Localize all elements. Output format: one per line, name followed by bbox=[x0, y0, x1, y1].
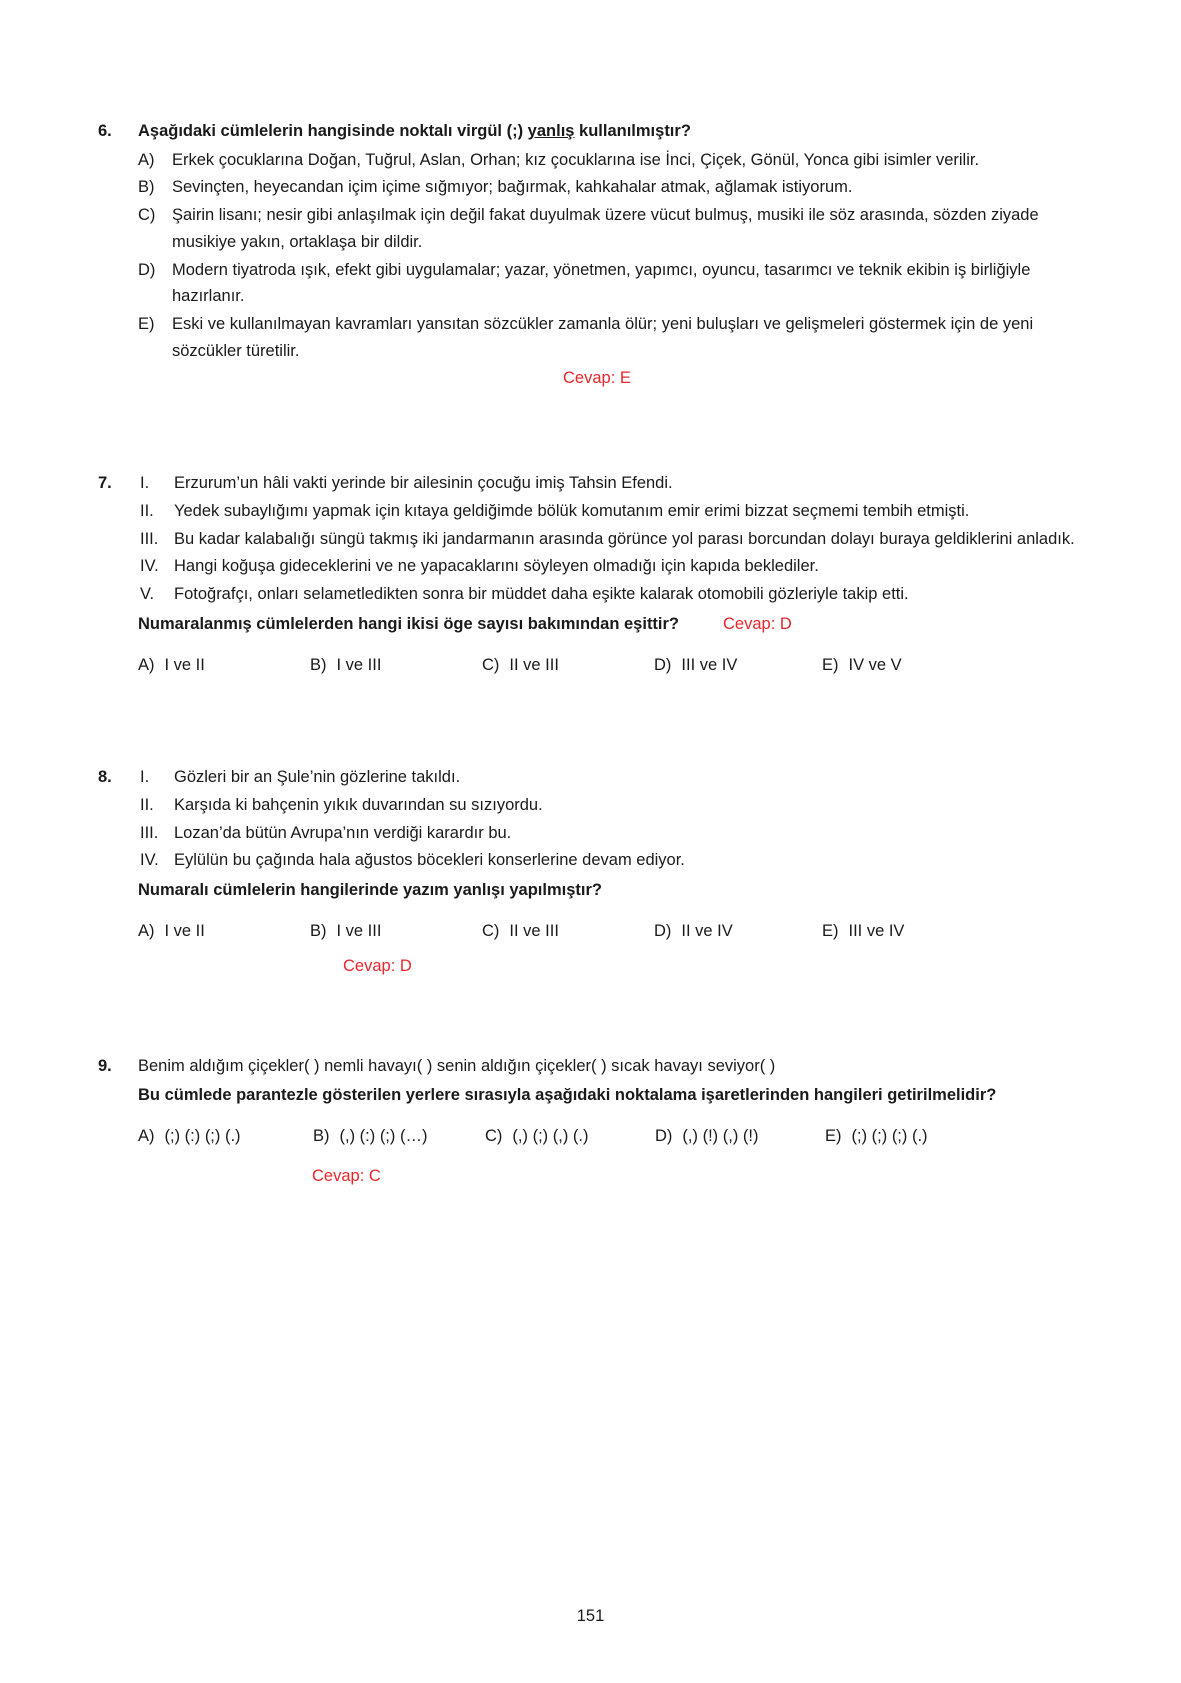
statement-label: IV. bbox=[140, 851, 159, 870]
question-6-number: 6. bbox=[98, 122, 112, 140]
choice-text: Şairin lisanı; nesir gibi anlaşılmak için değil fakat duyulmak üzere vücut bulmuş, musiki ile söz arasında, sözden ziyade musikiye yakın, ortaklaşa bir dildir. bbox=[172, 206, 1039, 251]
spacer bbox=[98, 979, 1081, 1053]
statement-iv bbox=[138, 553, 1081, 580]
question-6-choice-e[interactable] bbox=[138, 311, 1081, 364]
choice-letter: B) bbox=[310, 921, 327, 940]
statement-iv bbox=[138, 847, 1081, 874]
choice-text: Eski ve kullanılmayan kavramları yansıtan sözcükler zamanla ölür; yeni buluşları ve gelişmeleri göstermek için de yeni sözcükler türetilir. bbox=[172, 315, 1034, 360]
question-6-stem-underlined: yanlış bbox=[527, 122, 575, 140]
question-8-choice-a[interactable] bbox=[138, 918, 310, 945]
question-9-intro: Benim aldığım çiçekler( ) nemli havayı( ) senin aldığın çiçekler( ) sıcak havayı seviyor( ) bbox=[138, 1057, 776, 1076]
choice-text: II ve IV bbox=[681, 921, 733, 940]
statement-i bbox=[138, 764, 1081, 791]
question-7-header bbox=[98, 470, 1081, 609]
question-7-statements bbox=[138, 470, 1081, 608]
choice-text: IV ve V bbox=[848, 655, 902, 674]
statement-v bbox=[138, 581, 1081, 608]
choice-text: Modern tiyatroda ışık, efekt gibi uygulamalar; yazar, yönetmen, yapımcı, oyuncu, tasarımcı ve teknik ekibin iş birliğiyle hazırlanır. bbox=[172, 260, 1031, 306]
choice-letter: C) bbox=[482, 921, 500, 940]
question-8-choice-c[interactable] bbox=[482, 918, 654, 945]
question-8-statements bbox=[138, 764, 1081, 874]
statement-label: III. bbox=[140, 529, 159, 548]
statement-text: Bu kadar kalabalığı süngü takmış iki jandarmanın arasında görünce yol parası borcundan dolayı buraya geldiklerini anladık. bbox=[174, 529, 1075, 548]
choice-letter: B) bbox=[310, 655, 327, 674]
statement-label: I. bbox=[140, 474, 150, 493]
statement-i bbox=[138, 470, 1081, 497]
question-6-stem-post: kullanılmıştır? bbox=[574, 122, 691, 140]
question-6-choice-a[interactable] bbox=[138, 147, 1081, 174]
choice-text: (,) (!) (,) (!) bbox=[682, 1126, 759, 1145]
choice-letter: D) bbox=[654, 921, 672, 940]
choice-text: I ve II bbox=[164, 921, 205, 940]
statement-ii bbox=[138, 498, 1081, 525]
question-7-stem: Numaralanmış cümlelerden hangi ikisi öge sayısı bakımından eşittir? bbox=[138, 614, 680, 633]
question-8-answer: Cevap: D bbox=[343, 956, 412, 975]
question-8-choice-b[interactable] bbox=[310, 918, 482, 945]
choice-text: Sevinçten, heyecandan içim içime sığmıyor; bağırmak, kahkahalar atmak, ağlamak istiyorum. bbox=[172, 178, 853, 197]
question-6-choice-b[interactable] bbox=[138, 174, 1081, 201]
choice-text: (;) (:) (;) (.) bbox=[164, 1126, 241, 1145]
statement-text: Gözleri bir an Şule’nin gözlerine takıldı. bbox=[174, 768, 461, 787]
question-6-answer: Cevap: E bbox=[563, 369, 631, 388]
question-9-choice-b[interactable] bbox=[313, 1123, 485, 1150]
choice-text: Erkek çocuklarına Doğan, Tuğrul, Aslan, Orhan; kız çocuklarına ise İnci, Çiçek, Gönül, Yonca gibi isimler verilir. bbox=[172, 150, 980, 169]
choice-letter: D) bbox=[654, 655, 672, 674]
question-8-header bbox=[98, 764, 1081, 875]
question-8 bbox=[98, 764, 1081, 979]
choice-text: III ve IV bbox=[681, 655, 738, 674]
question-6-header bbox=[98, 118, 1081, 145]
choice-text: II ve III bbox=[509, 655, 559, 674]
question-6-choices bbox=[138, 147, 1081, 365]
question-9-header bbox=[98, 1053, 1081, 1080]
statement-iii bbox=[138, 820, 1081, 847]
choice-letter: B) bbox=[313, 1126, 330, 1145]
spacer bbox=[98, 392, 1081, 470]
statement-text: Hangi koğuşa gideceklerini ve ne yapacaklarını söyleyen olmadığı için kapıda beklediler. bbox=[174, 557, 819, 576]
choice-letter: A) bbox=[138, 1126, 155, 1145]
question-7-choice-e[interactable] bbox=[822, 652, 902, 679]
question-9-choice-e[interactable] bbox=[825, 1123, 928, 1150]
choice-text: (;) (;) (;) (.) bbox=[851, 1126, 928, 1145]
question-9 bbox=[98, 1053, 1081, 1190]
page-number: 151 bbox=[576, 1607, 605, 1625]
question-9-answer: Cevap: C bbox=[312, 1167, 381, 1186]
question-7-choice-a[interactable] bbox=[138, 652, 310, 679]
statement-label: I. bbox=[140, 768, 150, 787]
question-6-stem-pre: Aşağıdaki cümlelerin hangisinde noktalı virgül (;) bbox=[138, 122, 528, 140]
question-6-choice-d[interactable] bbox=[138, 257, 1081, 310]
statement-text: Karşıda ki bahçenin yıkık duvarından su sızıyordu. bbox=[174, 795, 543, 814]
question-8-stem: Numaralı cümlelerin hangilerinde yazım yanlışı yapılmıştır? bbox=[138, 881, 602, 900]
statement-text: Fotoğrafçı, onları selametledikten sonra bir müddet daha eşikte kalarak otomobili gözleriyle takip etti. bbox=[174, 585, 909, 604]
choice-letter: A) bbox=[138, 150, 155, 169]
question-7-number: 7. bbox=[98, 474, 112, 493]
choice-text: I ve III bbox=[336, 655, 382, 674]
question-7-stem-row bbox=[138, 611, 1081, 638]
choice-letter: E) bbox=[825, 1126, 842, 1145]
question-8-number: 8. bbox=[98, 768, 112, 787]
choice-text: (,) (:) (;) (…) bbox=[339, 1126, 428, 1145]
question-9-stem: Bu cümlede parantezle gösterilen yerlere sırasıyla aşağıdaki noktalama işaretlerinden hangileri getirilmelidir? bbox=[138, 1085, 997, 1104]
statement-label: III. bbox=[140, 823, 159, 842]
statement-iii bbox=[138, 526, 1081, 553]
statement-text: Yedek subaylığımı yapmak için kıtaya geldiğimde bölük komutanım emir erimi bizzat seçmemi tembih etmişti. bbox=[174, 501, 970, 520]
question-7-choice-d[interactable] bbox=[654, 652, 822, 679]
statement-label: V. bbox=[140, 585, 155, 604]
question-7 bbox=[98, 470, 1081, 678]
choice-text: II ve III bbox=[509, 921, 559, 940]
statement-label: II. bbox=[140, 501, 154, 520]
question-6-stem bbox=[138, 118, 1081, 145]
question-7-choice-c[interactable] bbox=[482, 652, 654, 679]
choice-letter: D) bbox=[138, 260, 156, 279]
question-8-choices bbox=[138, 918, 1081, 945]
choice-letter: D) bbox=[655, 1126, 673, 1145]
choice-letter: B) bbox=[138, 178, 155, 197]
question-6-choice-c[interactable] bbox=[138, 202, 1081, 255]
choice-letter: E) bbox=[822, 921, 839, 940]
statement-text: Lozan’da bütün Avrupa’nın verdiği karardır bu. bbox=[174, 823, 512, 842]
question-8-choice-d[interactable] bbox=[654, 918, 822, 945]
question-7-answer: Cevap: D bbox=[723, 614, 792, 633]
spacer bbox=[98, 678, 1081, 764]
choice-text: I ve II bbox=[164, 655, 205, 674]
choice-text: III ve IV bbox=[848, 921, 905, 940]
question-9-choice-d[interactable] bbox=[655, 1123, 825, 1150]
choice-letter: E) bbox=[138, 315, 155, 334]
choice-letter: A) bbox=[138, 921, 155, 940]
question-9-choices bbox=[138, 1123, 1081, 1150]
question-7-choices bbox=[138, 652, 1081, 679]
question-7-choice-b[interactable] bbox=[310, 652, 482, 679]
question-6 bbox=[98, 118, 1081, 392]
statement-text: Eylülün bu çağında hala ağustos böcekleri konserlerine devam ediyor. bbox=[174, 851, 685, 870]
choice-letter: A) bbox=[138, 655, 155, 674]
question-9-choice-a[interactable] bbox=[138, 1123, 313, 1150]
question-9-choice-c[interactable] bbox=[485, 1123, 655, 1150]
question-9-number: 9. bbox=[98, 1057, 112, 1076]
choice-text: (,) (;) (,) (.) bbox=[512, 1126, 589, 1145]
statement-label: II. bbox=[140, 795, 154, 814]
choice-letter: C) bbox=[485, 1126, 503, 1145]
statement-ii bbox=[138, 792, 1081, 819]
choice-text: I ve III bbox=[336, 921, 382, 940]
choice-letter: E) bbox=[822, 655, 839, 674]
choice-letter: C) bbox=[482, 655, 500, 674]
statement-text: Erzurum’un hâli vakti yerinde bir ailesinin çocuğu imiş Tahsin Efendi. bbox=[174, 474, 673, 493]
question-8-choice-e[interactable] bbox=[822, 918, 904, 945]
choice-letter: C) bbox=[138, 206, 156, 225]
statement-label: IV. bbox=[140, 557, 159, 576]
